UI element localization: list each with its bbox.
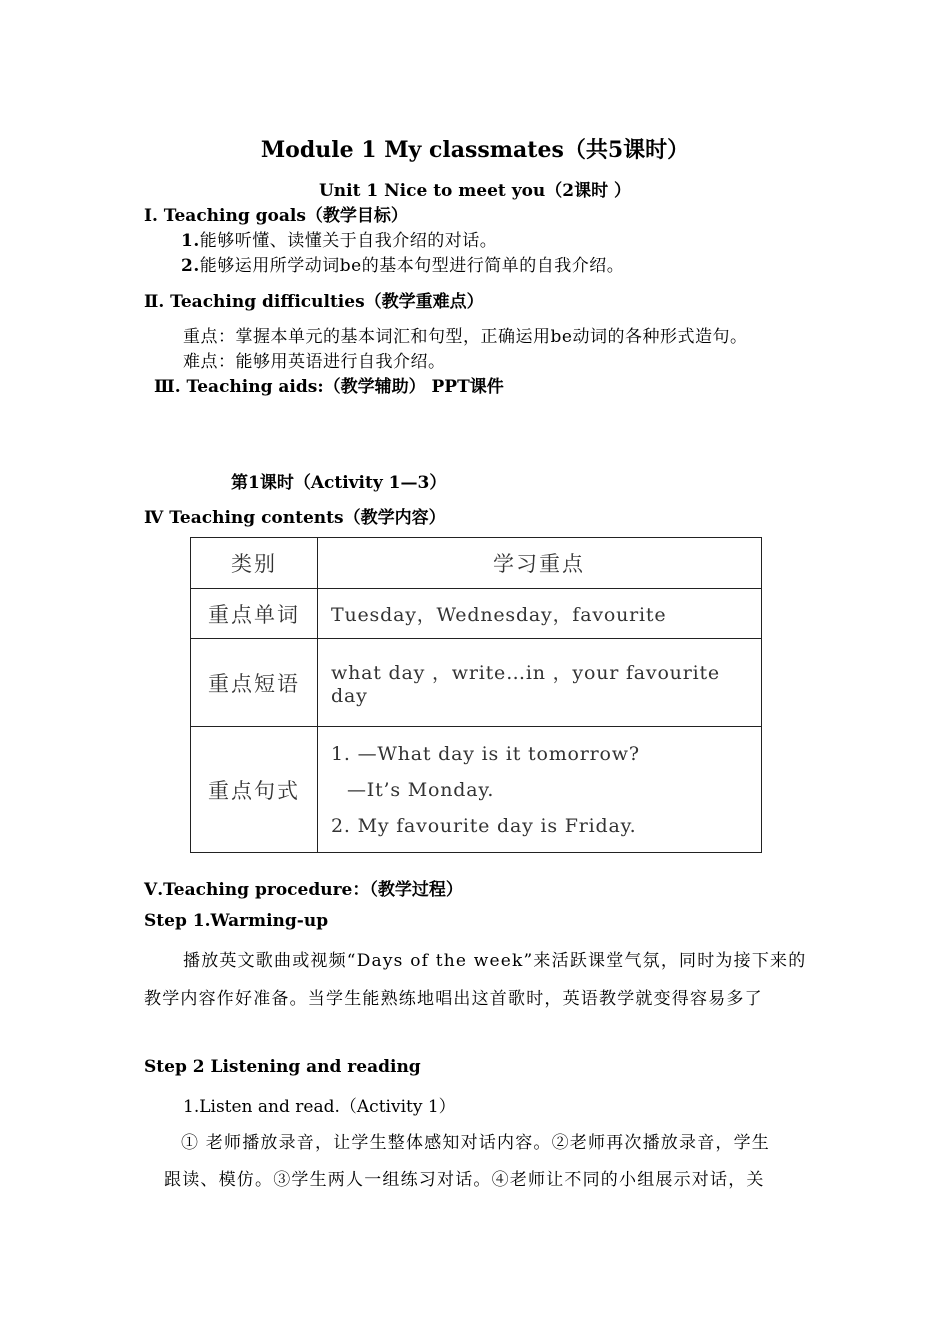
table-row bbox=[191, 639, 762, 727]
goal-item-number: 2. bbox=[181, 256, 200, 276]
row-content: Tuesday，Wednesday，favourite bbox=[318, 589, 762, 639]
lesson-heading: 第1课时（Activity 1—3） bbox=[231, 473, 447, 493]
procedure-heading: Ⅴ.Teaching procedure：（教学过程） bbox=[144, 880, 463, 900]
header-category: 类别 bbox=[191, 538, 318, 589]
step1-line-2: 教学内容作好准备。当学生能熟练地唱出这首歌时，英语教学就变得容易多了 bbox=[144, 989, 763, 1009]
sentence-line: 1. —What day is it tomorrow? bbox=[331, 742, 640, 765]
goal-item-text: 能够听懂、读懂关于自我介绍的对话。 bbox=[199, 231, 498, 251]
contents-heading: Ⅳ Teaching contents（教学内容） bbox=[144, 508, 446, 528]
difficulties-heading: Ⅱ. Teaching difficulties（教学重难点） bbox=[144, 292, 484, 312]
step1-line-1: 播放英文歌曲或视频“Days of the week”来活跃课堂气氛，同时为接下来的 bbox=[183, 951, 807, 971]
step2-title: Step 2 Listening and reading bbox=[144, 1057, 421, 1077]
row-content: what day ，write…in ，your favourite day bbox=[318, 639, 762, 727]
goal-item-text: 能够运用所学动词be的基本句型进行简单的自我介绍。 bbox=[199, 256, 625, 276]
aids-heading: Ⅲ. Teaching aids:（教学辅助） PPT课件 bbox=[154, 377, 504, 397]
sentence-line: —It’s Monday. bbox=[347, 778, 495, 801]
document-title: Module 1 My classmates（共5课时） bbox=[260, 137, 690, 163]
step2-line-2: 跟读、模仿。③学生两人一组练习对话。④老师让不同的小组展示对话，关 bbox=[164, 1170, 765, 1190]
goal-item-1 bbox=[181, 226, 497, 251]
difficult-point-text: 难点：能够用英语进行自我介绍。 bbox=[183, 352, 446, 372]
table-row bbox=[191, 589, 762, 639]
row-category: 重点单词 bbox=[191, 589, 318, 639]
goal-item-number: 1. bbox=[181, 231, 200, 251]
row-category: 重点句式 bbox=[191, 727, 318, 853]
step2-line-1: ① 老师播放录音，让学生整体感知对话内容。②老师再次播放录音，学生 bbox=[181, 1133, 771, 1153]
row-content bbox=[318, 727, 762, 853]
key-point-text: 重点：掌握本单元的基本词汇和句型，正确运用be动词的各种形式造句。 bbox=[183, 327, 748, 347]
step2-sub-heading: 1.Listen and read.（Activity 1） bbox=[183, 1097, 456, 1117]
goal-item-2 bbox=[181, 251, 624, 276]
table-row bbox=[191, 727, 762, 853]
goals-heading: Ⅰ. Teaching goals（教学目标） bbox=[144, 206, 408, 226]
table-header-row bbox=[191, 538, 762, 589]
row-category: 重点短语 bbox=[191, 639, 318, 727]
sentence-line: 2. My favourite day is Friday. bbox=[331, 814, 637, 837]
step1-title: Step 1.Warming-up bbox=[144, 911, 329, 931]
teaching-contents-table bbox=[190, 537, 762, 853]
unit-subtitle: Unit 1 Nice to meet you（2课时 ） bbox=[318, 181, 632, 201]
header-focus: 学习重点 bbox=[318, 538, 762, 589]
